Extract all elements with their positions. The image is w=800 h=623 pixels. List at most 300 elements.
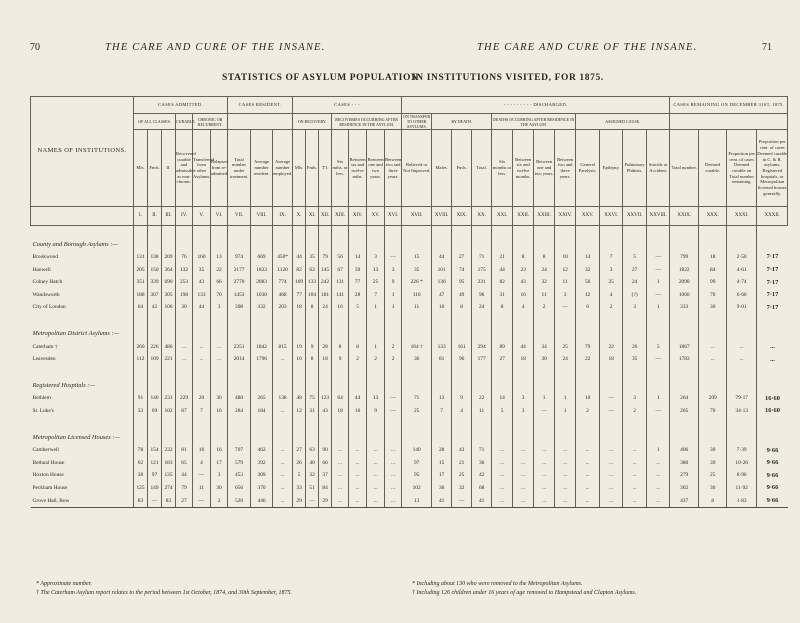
data-cell: 131: [134, 251, 148, 264]
data-cell: 1120: [273, 264, 293, 277]
section-heading: Metropolitan District Asylums :—: [32, 330, 120, 338]
table-row: [31, 444, 788, 457]
data-cell: 48: [293, 393, 306, 406]
data-cell: 1: [555, 393, 576, 406]
spacer-cell: [134, 366, 148, 380]
data-cell: 24: [555, 353, 576, 366]
data-cell: 75: [306, 393, 319, 406]
data-cell: 309: [251, 470, 273, 483]
table-row: [31, 470, 788, 483]
spacer-cell: [367, 226, 385, 239]
blank-cell: [211, 328, 228, 341]
data-cell: 154: [148, 444, 162, 457]
data-cell: 2351: [228, 341, 251, 354]
data-cell: ...: [513, 482, 534, 495]
column-header: Mls.: [134, 130, 148, 207]
spacer-cell: [513, 418, 534, 432]
spacer-cell: [452, 314, 472, 328]
data-cell: ...: [623, 457, 647, 470]
blank-cell: [432, 432, 452, 445]
data-cell: 333: [670, 302, 699, 315]
data-cell: 84: [319, 482, 332, 495]
column-header: Suicide or Accident.: [647, 130, 670, 207]
column-header: Transferred from other Asylums.: [193, 130, 211, 207]
data-cell: 450*: [273, 251, 293, 264]
spacer-cell: [148, 366, 162, 380]
column-numeral: XI.: [306, 207, 319, 226]
data-cell: 13: [432, 393, 452, 406]
column-numeral: II.: [148, 207, 162, 226]
blank-cell: [600, 239, 623, 252]
spacer-cell: [228, 366, 251, 380]
data-cell: 67: [332, 264, 349, 277]
subheader-recoveries: RECOVERIES OCCURRING AFTER RESIDENCE IN THE ASYLUM.: [332, 114, 402, 130]
data-cell: 22: [211, 264, 228, 277]
data-cell: 302: [670, 482, 699, 495]
spacer-cell: [319, 418, 332, 432]
spacer-cell: [555, 366, 576, 380]
data-cell: 1822: [670, 264, 699, 277]
column-numeral: XXXI.: [727, 207, 757, 226]
spacer-cell: [452, 226, 472, 239]
column-header: Between one and two years.: [367, 130, 385, 207]
data-cell: 44: [193, 302, 211, 315]
table-header: [31, 97, 788, 226]
data-cell: 28: [349, 289, 367, 302]
data-cell: 229: [176, 393, 193, 406]
data-cell: 10: [576, 393, 600, 406]
spacer-cell: [600, 226, 623, 239]
data-cell: 44: [349, 393, 367, 406]
column-header: Total number under treatment.: [228, 130, 251, 207]
data-cell: ...: [623, 495, 647, 508]
table-row: [31, 482, 788, 495]
data-cell: 7: [600, 251, 623, 264]
blank-cell: [306, 328, 319, 341]
data-cell: 11: [193, 482, 211, 495]
data-cell: 690: [162, 276, 176, 289]
header-cases-admitted: CASES ADMITTED.: [134, 97, 228, 114]
data-cell: 370: [251, 482, 273, 495]
institution-name: Camberwell: [32, 447, 59, 454]
data-cell: ...: [757, 341, 788, 354]
data-cell: 32: [306, 470, 319, 483]
spacer-cell: [757, 418, 788, 432]
blank-cell: [699, 380, 727, 393]
data-cell: 520: [228, 495, 251, 508]
data-cell: 16: [211, 405, 228, 418]
blank-cell: [647, 432, 670, 445]
blank-cell: [670, 239, 699, 252]
data-cell: 133: [432, 341, 452, 354]
blank-cell: [319, 380, 332, 393]
spacer-cell: [385, 418, 402, 432]
blank-cell: [513, 380, 534, 393]
spacer-cell: [176, 226, 193, 239]
data-cell: ...: [647, 495, 670, 508]
data-cell: 2: [576, 405, 600, 418]
data-cell: 39: [699, 457, 727, 470]
data-cell: 27: [623, 264, 647, 277]
column-numeral: XXX.: [699, 207, 727, 226]
spacer-cell: [555, 418, 576, 432]
spacer-cell: [176, 314, 193, 328]
data-cell: 351: [134, 276, 148, 289]
data-cell: 32: [534, 276, 555, 289]
spacer-cell: [757, 366, 788, 380]
data-cell: 25: [600, 276, 623, 289]
data-cell: 39: [349, 264, 367, 277]
data-cell: 707: [228, 444, 251, 457]
data-cell: 9: [452, 393, 472, 406]
data-cell: 77: [293, 289, 306, 302]
column-header: Fmls.: [306, 130, 319, 207]
spacer-cell: [148, 226, 162, 239]
data-cell: 3: [513, 405, 534, 418]
column-numeral: X.: [293, 207, 306, 226]
blank-cell: [332, 239, 349, 252]
data-cell: 437: [670, 495, 699, 508]
data-cell: 18: [699, 251, 727, 264]
blank-cell: [757, 239, 788, 252]
data-cell: 9: [367, 405, 385, 418]
data-cell: 9·66: [757, 444, 788, 457]
column-header: Proportion per cent. of cases Deemed curable in C. & B. asylums, Registered hospitals, or Metropolitan licensed houses generally.: [757, 130, 788, 207]
data-cell: 9·66: [757, 470, 788, 483]
data-cell: ...: [332, 470, 349, 483]
data-cell: 2014: [228, 353, 251, 366]
column-header: Pulmonary Phthisis.: [623, 130, 647, 207]
data-cell: 18: [600, 353, 623, 366]
data-cell: 446: [251, 495, 273, 508]
data-cell: 32: [452, 482, 472, 495]
spacer-cell: [670, 418, 699, 432]
blank-cell: [623, 380, 647, 393]
data-cell: 9·01: [727, 302, 757, 315]
blank-cell: [148, 239, 162, 252]
data-cell: 62: [134, 457, 148, 470]
blank-cell: [576, 328, 600, 341]
column-header: Between one and two years.: [534, 130, 555, 207]
spacer-cell: [306, 418, 319, 432]
data-cell: 13: [367, 264, 385, 277]
data-cell: ...: [273, 495, 293, 508]
blank-cell: [623, 328, 647, 341]
spacer-cell: [623, 366, 647, 380]
data-cell: ...: [273, 405, 293, 418]
page-number-right: 71: [762, 42, 772, 53]
blank-cell: [306, 239, 319, 252]
data-cell: 84: [699, 264, 727, 277]
data-cell: 1030: [251, 289, 273, 302]
column-numeral: XVI.: [385, 207, 402, 226]
data-cell: 16: [211, 444, 228, 457]
blank-cell: [228, 380, 251, 393]
blank-cell: [647, 239, 670, 252]
data-cell: 56: [576, 276, 600, 289]
data-cell: 12: [555, 264, 576, 277]
spacer-cell: [148, 418, 162, 432]
spacer-cell: [251, 314, 273, 328]
data-cell: 205: [670, 405, 699, 418]
blank-cell: [193, 380, 211, 393]
institution-name: Caterham †: [32, 343, 58, 350]
data-cell: ...: [176, 353, 193, 366]
spacer-cell: [492, 418, 513, 432]
data-cell: 13: [211, 251, 228, 264]
data-cell: 1: [385, 289, 402, 302]
column-header: Total.: [472, 130, 492, 207]
blank-cell: [472, 239, 492, 252]
data-cell: 18: [513, 353, 534, 366]
blank-cell: [727, 239, 757, 252]
column-numeral: I.: [134, 207, 148, 226]
data-cell: ...: [273, 470, 293, 483]
data-cell: ...: [555, 495, 576, 508]
column-numeral: XXVII.: [623, 207, 647, 226]
blank-cell: [402, 328, 432, 341]
blank-cell: [134, 432, 148, 445]
column-numeral: XXVI.: [600, 207, 623, 226]
blank-cell: [402, 432, 432, 445]
data-cell: ...: [332, 495, 349, 508]
spacer-cell: [211, 366, 228, 380]
data-cell: 17: [432, 470, 452, 483]
spacer-cell: [600, 366, 623, 380]
blank-cell: [647, 328, 670, 341]
data-cell: 109: [148, 353, 162, 366]
spacer-cell: [555, 226, 576, 239]
spacer-cell: [162, 366, 176, 380]
data-cell: 453: [228, 470, 251, 483]
blank-cell: [432, 380, 452, 393]
column-header: Relieved or Not Improved.: [402, 130, 432, 207]
data-cell: 392: [251, 457, 273, 470]
data-cell: 2090: [670, 276, 699, 289]
spacer-cell: [492, 314, 513, 328]
institution-name: Brookwood: [32, 254, 58, 261]
spacer-cell: [623, 226, 647, 239]
data-cell: 82: [492, 276, 513, 289]
data-cell: ...: [492, 444, 513, 457]
spacer-cell: [727, 226, 757, 239]
section-spacer: [31, 366, 788, 380]
data-cell: 70: [699, 405, 727, 418]
data-cell: 5: [293, 470, 306, 483]
data-cell: —: [647, 353, 670, 366]
section-heading-row: [31, 328, 788, 341]
blank-cell: [306, 432, 319, 445]
data-cell: 15: [432, 457, 452, 470]
data-cell: 97: [402, 457, 432, 470]
data-cell: 41: [472, 495, 492, 508]
spacer-cell: [349, 314, 367, 328]
column-header: Between two and three years.: [385, 130, 402, 207]
subheader-assigned-cause: ASSIGNED CAUSE.: [576, 114, 670, 130]
column-header: II.: [162, 130, 176, 207]
blank-cell: [162, 432, 176, 445]
blank-cell: [148, 432, 162, 445]
data-cell: 10: [293, 353, 306, 366]
header-cases-remaining: CASES REMAINING ON DECEMBER 31ST, 1875.: [670, 97, 788, 114]
data-cell: 274: [162, 482, 176, 495]
data-cell: 56: [332, 251, 349, 264]
blank-cell: [385, 328, 402, 341]
column-numeral: XXIV.: [555, 207, 576, 226]
data-cell: 3: [385, 264, 402, 277]
data-cell: ...: [600, 482, 623, 495]
blank-cell: [402, 239, 432, 252]
spacer-cell: [31, 418, 134, 432]
data-cell: 33: [293, 482, 306, 495]
data-cell: ...: [367, 482, 385, 495]
blank-cell: [492, 239, 513, 252]
blank-cell: [513, 328, 534, 341]
data-cell: 8·96: [727, 470, 757, 483]
data-cell: 14: [576, 251, 600, 264]
column-numeral: XXXII.: [757, 207, 788, 226]
data-cell: —: [452, 495, 472, 508]
data-cell: 7·17: [757, 264, 788, 277]
subheader-deaths: DEATHS OCCURRING AFTER RESIDENCE IN THE ASYLUM.: [492, 114, 576, 130]
data-cell: 974: [228, 251, 251, 264]
data-cell: 815: [273, 341, 293, 354]
spacer-cell: [293, 366, 306, 380]
data-cell: 30: [176, 302, 193, 315]
data-cell: 31: [492, 289, 513, 302]
data-cell: 36: [432, 482, 452, 495]
data-cell: 16·60: [757, 405, 788, 418]
section-heading: Metropolitan Licensed Houses :—: [32, 434, 121, 442]
spacer-cell: [319, 366, 332, 380]
data-cell: ...: [385, 470, 402, 483]
data-cell: ...: [492, 457, 513, 470]
spacer-cell: [492, 366, 513, 380]
data-cell: 1: [647, 302, 670, 315]
blank-cell: [367, 328, 385, 341]
blank-cell: [513, 239, 534, 252]
data-cell: 66: [211, 276, 228, 289]
blank-cell: [162, 239, 176, 252]
subheader-of-all-classes: OF ALL CLASSES.: [134, 114, 176, 130]
data-cell: 579: [228, 457, 251, 470]
blank-cell: [332, 328, 349, 341]
data-cell: 79: [576, 341, 600, 354]
data-cell: 11: [472, 405, 492, 418]
subheader-on-recovery: ON RECOVERY.: [293, 114, 332, 130]
data-cell: 184: [251, 405, 273, 418]
blank-cell: [273, 380, 293, 393]
blank-cell: [367, 380, 385, 393]
data-cell: 33: [134, 405, 148, 418]
spacer-cell: [647, 366, 670, 380]
data-cell: 141: [332, 289, 349, 302]
data-cell: 1: [367, 341, 385, 354]
spacer-cell: [228, 418, 251, 432]
blank-cell: [492, 380, 513, 393]
table-title-left: STATISTICS OF ASYLUM POPULATION: [222, 73, 419, 83]
blank-cell: [293, 432, 306, 445]
spacer-cell: [472, 226, 492, 239]
data-cell: ...: [576, 495, 600, 508]
column-header: T'l.: [319, 130, 332, 207]
data-cell: 3: [211, 470, 228, 483]
spacer-cell: [193, 314, 211, 328]
spacer-cell: [534, 366, 555, 380]
section-spacer: [31, 418, 788, 432]
data-cell: 265: [251, 393, 273, 406]
institution-name: Wandsworth: [32, 291, 60, 298]
spacer-cell: [211, 314, 228, 328]
data-cell: 10: [555, 251, 576, 264]
data-cell: ...: [349, 470, 367, 483]
running-head-left: THE CARE AND CURE OF THE INSANE.: [105, 42, 326, 53]
blank-cell: [727, 380, 757, 393]
data-cell: 133: [306, 276, 319, 289]
data-cell: 10·26: [727, 457, 757, 470]
blank-cell: [727, 432, 757, 445]
data-cell: ...: [555, 470, 576, 483]
spacer-cell: [757, 226, 788, 239]
data-cell: 1: [555, 405, 576, 418]
spacer-cell: [176, 418, 193, 432]
data-cell: 36: [699, 482, 727, 495]
data-cell: 6: [576, 302, 600, 315]
data-cell: 42: [472, 470, 492, 483]
blank-cell: [472, 432, 492, 445]
data-cell: 63: [306, 444, 319, 457]
blank-cell: [332, 380, 349, 393]
data-cell: 9·66: [757, 457, 788, 470]
spacer-cell: [600, 418, 623, 432]
data-cell: 23: [513, 264, 534, 277]
data-cell: 264: [670, 393, 699, 406]
spacer-cell: [293, 314, 306, 328]
data-cell: 164 †: [402, 341, 432, 354]
spacer-cell: [432, 314, 452, 328]
data-cell: 25: [402, 405, 432, 418]
data-cell: 1: [367, 302, 385, 315]
table-row: [31, 495, 788, 508]
data-cell: 13: [367, 393, 385, 406]
spacer-cell: [727, 418, 757, 432]
column-numeral: VI.: [211, 207, 228, 226]
blank-cell: [576, 239, 600, 252]
blank-cell: [162, 328, 176, 341]
data-cell: 145: [319, 264, 332, 277]
spacer-cell: [452, 366, 472, 380]
data-cell: 14: [349, 251, 367, 264]
data-cell: 656: [228, 482, 251, 495]
data-cell: —: [600, 405, 623, 418]
data-cell: 35: [402, 264, 432, 277]
data-cell: ...: [555, 457, 576, 470]
data-cell: 11: [534, 289, 555, 302]
data-cell: 35: [193, 264, 211, 277]
data-cell: 138: [273, 393, 293, 406]
data-cell: 468: [273, 289, 293, 302]
spacer-cell: [432, 366, 452, 380]
data-cell: 398: [228, 302, 251, 315]
data-cell: 8: [332, 341, 349, 354]
data-cell: 3: [513, 393, 534, 406]
data-cell: 51: [306, 482, 319, 495]
data-cell: 47: [432, 289, 452, 302]
data-cell: 16: [349, 405, 367, 418]
spacer-cell: [402, 314, 432, 328]
data-cell: 81: [176, 444, 193, 457]
data-cell: 486: [162, 341, 176, 354]
